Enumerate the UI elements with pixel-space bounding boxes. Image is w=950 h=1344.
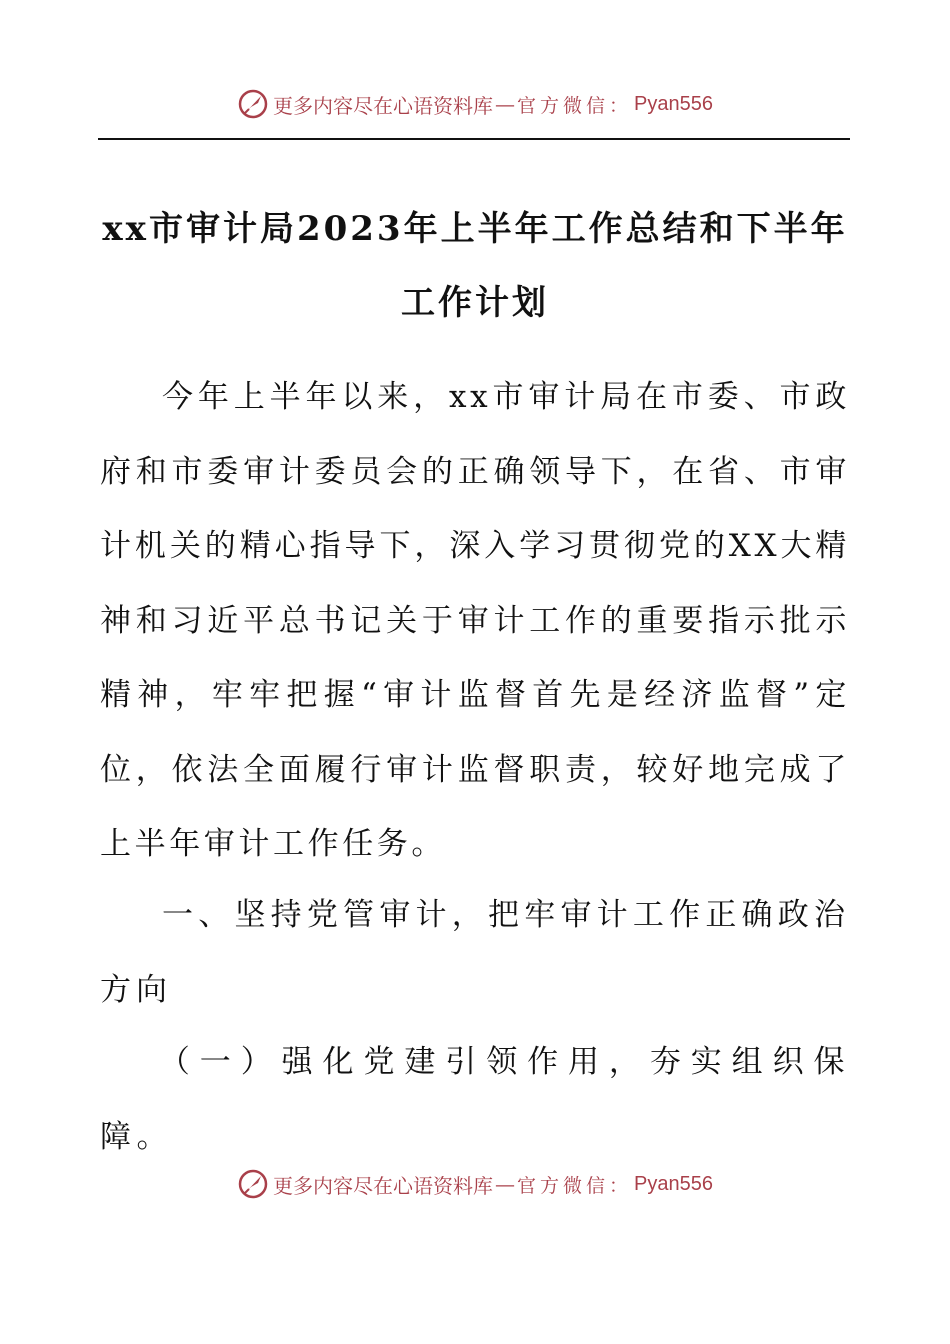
header-divider xyxy=(98,138,850,140)
banner-dash: — xyxy=(495,1172,515,1196)
banner-wechat-id: Pyan556 xyxy=(634,92,713,115)
banner-wechat-id: Pyan556 xyxy=(634,1172,713,1195)
banner-text: 更多内容尽在心语资料库 xyxy=(273,93,493,118)
banner-official-label: 官方微信： xyxy=(517,94,633,117)
banner-dash: — xyxy=(495,92,515,116)
header-banner xyxy=(0,84,950,124)
subsection-heading: （一）强化党建引领作用，夯实组织保障。 xyxy=(100,1044,850,1155)
banner-official-label: 官方微信： xyxy=(517,1174,633,1197)
footer-banner xyxy=(0,1164,950,1204)
quill-logo-icon xyxy=(237,1168,269,1200)
document-title: xx市审计局2023年上半年工作总结和下半年工作计划 xyxy=(102,209,848,323)
section-heading: 一、坚持党管审计，把牢审计工作正确政治方向 xyxy=(100,897,850,1008)
banner-text: 更多内容尽在心语资料库 xyxy=(273,1173,493,1198)
quill-logo-icon xyxy=(237,88,269,120)
body-paragraph: 今年上半年以来，xx市审计局在市委、市政府和市委审计委员会的正确领导下，在省、市审计机关的精心指导下，深入学习贯彻党的XX大精神和习近平总书记关于审计工作的重要指示批示精神，牢牢把握“审计监督首先是经济监督”定位，依法全面履行审计监督职责，较好地完成了上半年审计工作任务。 xyxy=(100,379,850,862)
